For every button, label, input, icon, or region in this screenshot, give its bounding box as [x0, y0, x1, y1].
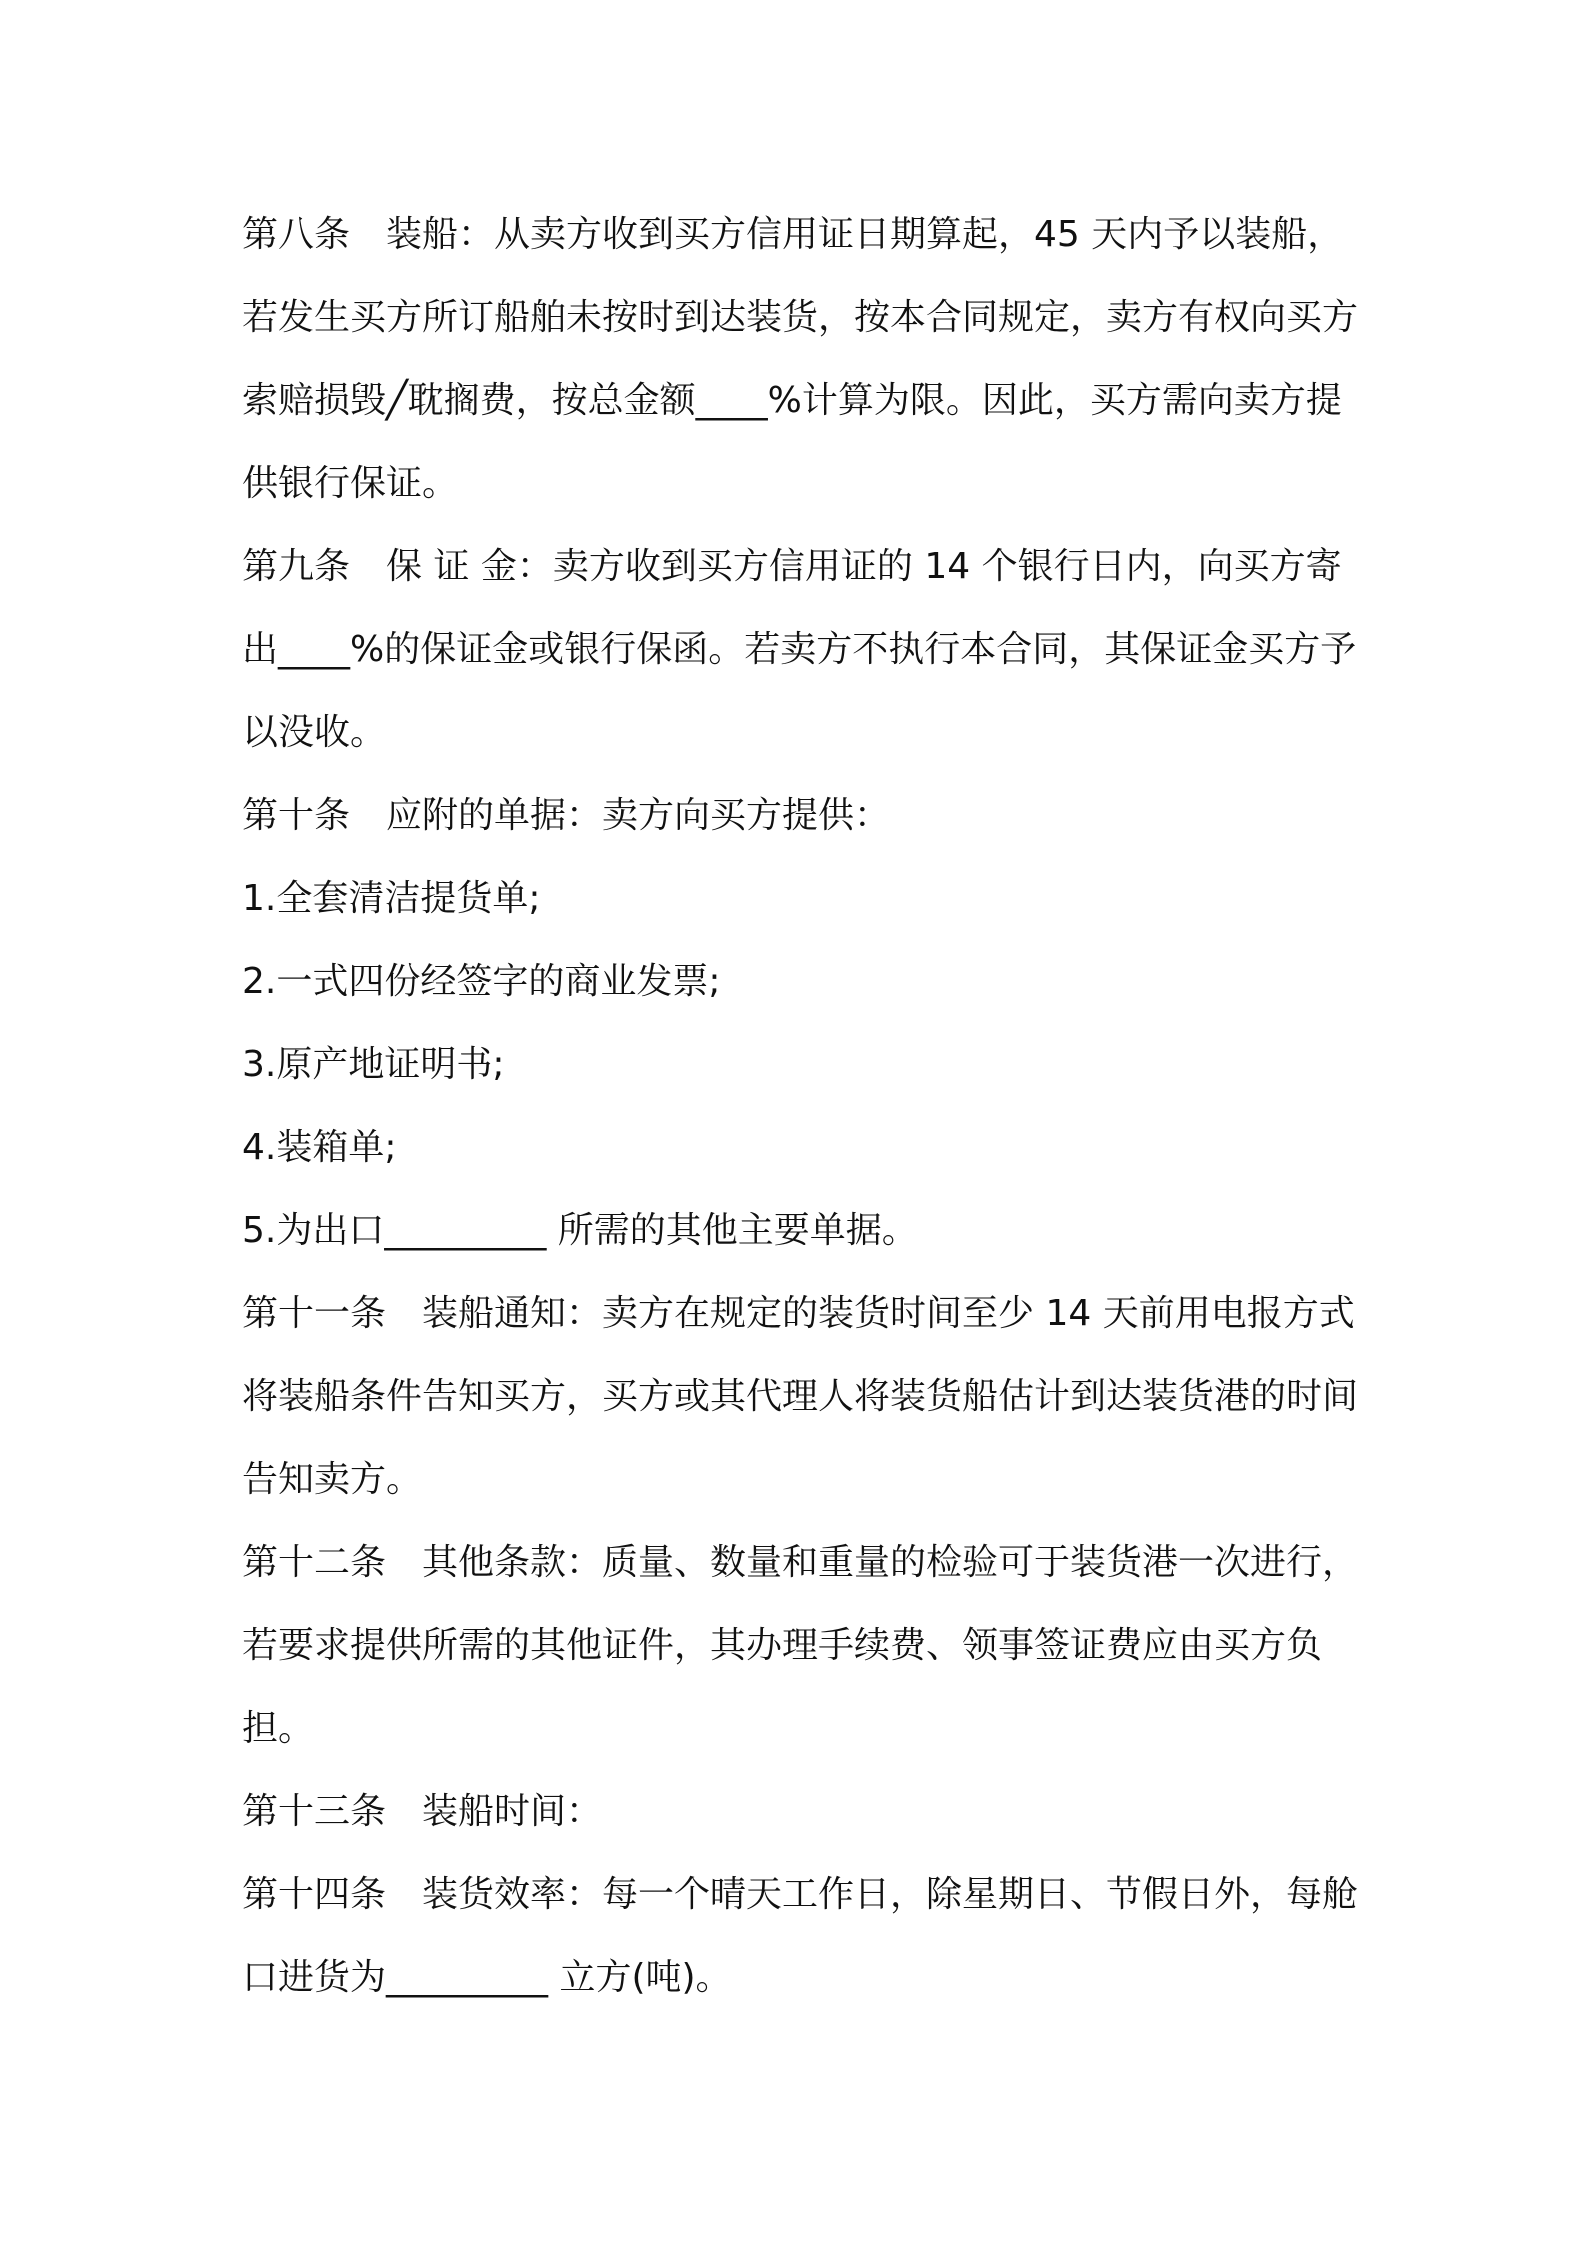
- document-list-item-5: 5.为出口_________ 所需的其他主要单据。: [242, 1210, 918, 1251]
- article-8: [242, 193, 1362, 525]
- article-13-text: 装船时间：: [422, 1791, 603, 1832]
- article-9-text: 保 证 金：卖方收到买方信用证的 14 个银行日内，向买方寄出____%的保证金或银行保函。若卖方不执行本合同，其保证金买方予以没收。: [242, 546, 1357, 753]
- document-list-item-2: 2.一式四份经签字的商业发票;: [242, 961, 721, 1002]
- document-list-item-4: 4.装箱单;: [242, 1127, 397, 1168]
- document-page: [242, 193, 1362, 2019]
- article-9-number: 第九条: [242, 546, 351, 587]
- article-12: [242, 1521, 1362, 1770]
- article-14-number: 第十四条: [242, 1874, 387, 1915]
- article-14-text: 装货效率：每一个晴天工作日，除星期日、节假日外，每舱口进货为_________ 立方(吨)。: [242, 1874, 1359, 1998]
- article-14: [242, 1853, 1362, 2019]
- article-10: [242, 774, 1362, 857]
- article-13: [242, 1770, 1362, 1853]
- article-8-text: 装船：从卖方收到买方信用证日期算起，45 天内予以装船，若发生买方所订船舶未按时到达装货，按本合同规定，卖方有权向买方索赔损毁╱耽搁费，按总金额____%计算为限。因此，买方需向卖方提供银行保证。: [242, 214, 1359, 504]
- article-12-text: 其他条款：质量、数量和重量的检验可于装货港一次进行，若要求提供所需的其他证件，其办理手续费、领事签证费应由买方负担。: [242, 1542, 1359, 1749]
- article-10-text: 应附的单据：卖方向买方提供：: [386, 795, 891, 836]
- article-10-number: 第十条: [242, 795, 351, 836]
- article-8-number: 第八条: [242, 214, 351, 255]
- document-list-item-3: 3.原产地证明书;: [242, 1044, 505, 1085]
- article-11-number: 第十一条: [242, 1293, 387, 1334]
- article-9: [242, 525, 1362, 774]
- article-11-text: 装船通知：卖方在规定的装货时间至少 14 天前用电报方式将装船条件告知买方，买方或其代理人将装货船估计到达装货港的时间告知卖方。: [242, 1293, 1359, 1500]
- document-list-item-1: 1.全套清洁提货单;: [242, 878, 541, 919]
- article-13-number: 第十三条: [242, 1791, 387, 1832]
- article-11: [242, 1272, 1362, 1521]
- article-12-number: 第十二条: [242, 1542, 387, 1583]
